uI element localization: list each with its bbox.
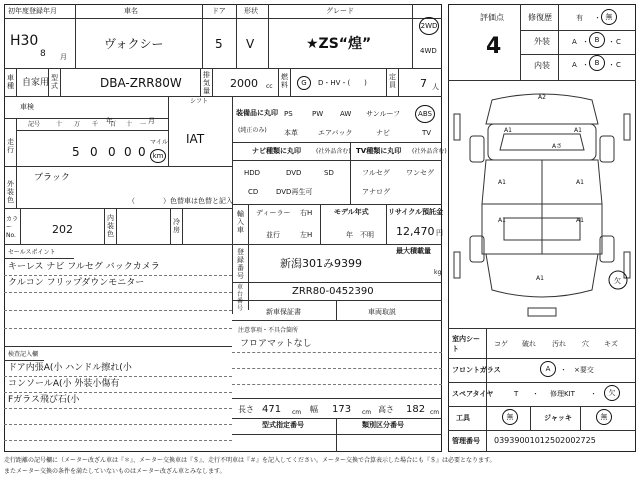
equip-airbag: エアバック bbox=[318, 129, 353, 137]
seat-label: 室内シート bbox=[452, 335, 480, 353]
exterior-sep1: ・ bbox=[582, 38, 589, 46]
tools-label: 工具 bbox=[456, 414, 470, 422]
import-label: 輸入車 bbox=[237, 210, 244, 234]
displacement-label: 排気量 bbox=[203, 71, 210, 95]
model-year-label: モデル年式 bbox=[334, 208, 369, 216]
odo-unit-1: 一 bbox=[140, 121, 147, 128]
seat-scratch: キズ bbox=[604, 340, 618, 348]
capacity-value: 7 bbox=[420, 77, 427, 90]
inspector-line2: コンソールA(小 外装小傷有 bbox=[8, 379, 120, 389]
month-unit: 月 bbox=[60, 53, 67, 61]
seat-tear: 破れ bbox=[522, 340, 536, 348]
import-left: 左H bbox=[300, 231, 313, 239]
windshield-options: ・ ×要交 bbox=[560, 366, 594, 374]
type-no-label: 型式指定番号 bbox=[262, 421, 304, 429]
damage-label-a1-2: A1 bbox=[574, 127, 582, 134]
jack-none-circle: 無 bbox=[596, 409, 612, 425]
equip-ps: PS bbox=[284, 110, 293, 118]
spare-label: スペアタイヤ bbox=[452, 390, 494, 398]
drive-2wd-circle: 2WD bbox=[419, 17, 439, 35]
interior-grade-label: 内装 bbox=[534, 61, 550, 70]
interior-sep1: ・ bbox=[582, 61, 589, 69]
color-no-value: 202 bbox=[52, 223, 73, 236]
odo-unit-10k: 万 bbox=[74, 121, 81, 128]
max-load-unit: kg bbox=[434, 269, 442, 276]
exterior-grade-b-circle: B bbox=[589, 32, 605, 48]
damage-label-a1-1: A1 bbox=[504, 127, 512, 134]
damage-label-a1-6: A1 bbox=[576, 217, 584, 224]
car-name: ヴォクシー bbox=[104, 37, 164, 51]
windshield-a-circle: A bbox=[540, 361, 556, 377]
car-name-label: 車名 bbox=[124, 7, 138, 15]
inspection-year: 年 bbox=[106, 117, 113, 125]
length-unit: cm bbox=[292, 409, 302, 416]
inspector-label: 検査記入欄 bbox=[8, 351, 39, 358]
odo-unit-100k: 十 bbox=[56, 121, 63, 128]
damage-label-a1-3: A1 bbox=[498, 179, 506, 186]
jack-label: ジャッキ bbox=[544, 414, 572, 422]
doors-label: ドア bbox=[212, 7, 226, 15]
equipment-sub: (純正のみ) bbox=[238, 127, 267, 134]
exterior-sep2: ・ bbox=[608, 38, 615, 46]
seat-burn: コゲ bbox=[494, 340, 508, 348]
score-label: 評価点 bbox=[480, 13, 504, 22]
capacity-unit: 人 bbox=[432, 83, 439, 91]
spare-sep1: ・ bbox=[532, 390, 539, 398]
fuel-label: 燃料 bbox=[281, 73, 288, 89]
model-year-value: 年 不明 bbox=[346, 231, 374, 239]
damage-label-a1-7: A1 bbox=[536, 275, 544, 282]
nav-cd: CD bbox=[248, 188, 259, 196]
length-label: 長さ bbox=[238, 405, 254, 414]
equip-tv: TV bbox=[422, 129, 432, 137]
inspector-line3: Fガラス飛び石(小 bbox=[8, 395, 80, 405]
tools-none-circle: 無 bbox=[502, 409, 518, 425]
exterior-grade-a: A bbox=[572, 38, 577, 46]
width-value: 173 bbox=[332, 404, 352, 415]
damage-label-asa: Aさ bbox=[552, 143, 563, 150]
use-value: 自家用 bbox=[22, 78, 50, 88]
equip-abs-circle: ABS bbox=[415, 105, 435, 123]
color-no-label: カラーNo. bbox=[6, 216, 19, 239]
mile-label: マイル bbox=[150, 139, 168, 146]
spare-t: T bbox=[514, 390, 519, 398]
equip-aw: AW bbox=[340, 110, 352, 118]
damage-label-a2: A2 bbox=[538, 94, 546, 101]
nav-dvd-play: DVD再生可 bbox=[276, 188, 313, 196]
fuel-options: D・HV・( ) bbox=[318, 79, 367, 87]
odo-digit-2: 0 bbox=[90, 145, 98, 159]
capacity-label: 定員 bbox=[389, 73, 396, 89]
reg-month: 8 bbox=[40, 49, 46, 59]
sales-point-line2: クルコン フリップダウンモニター bbox=[8, 278, 145, 288]
spare-sep2: ・ bbox=[590, 390, 597, 398]
color-note: （ ）色替車は色替と記入 bbox=[128, 197, 233, 205]
cc-unit: cc bbox=[266, 83, 273, 90]
grade-label: グレード bbox=[326, 7, 354, 15]
mgmt-number: 0393900101250200272​5 bbox=[494, 436, 596, 445]
inspection-month: 月 bbox=[148, 117, 155, 125]
model-label: 型式 bbox=[51, 74, 58, 90]
nav-hdd: HDD bbox=[244, 169, 261, 177]
odo-unit-10: 十 bbox=[126, 121, 133, 128]
nav-dvd: DVD bbox=[286, 169, 302, 177]
interior-grade-c: C bbox=[616, 61, 621, 69]
interior-sep2: ・ bbox=[608, 61, 615, 69]
ac-label: 冷房 bbox=[173, 218, 180, 234]
registration-plate: 新潟301み9399 bbox=[280, 257, 362, 270]
repair-sep: ・ bbox=[594, 14, 601, 22]
import-dealer: ディーラー bbox=[256, 209, 291, 217]
shape-label: 形状 bbox=[244, 7, 258, 15]
length-value: 471 bbox=[262, 404, 282, 415]
spare-missing-circle: 欠 bbox=[604, 385, 620, 401]
interior-color-label: 内装色 bbox=[107, 214, 114, 238]
reg-year-label: 初年度登録年月 bbox=[8, 7, 57, 15]
odo-digit-1: 5 bbox=[72, 145, 80, 159]
grade-value: ★ZS“煌” bbox=[306, 36, 372, 52]
inspector-line1: ドア内張A(小 ハンドル擦れ(小 bbox=[8, 363, 132, 373]
notes-label: 注意事項・不具合箇所 bbox=[238, 327, 299, 334]
odo-unit-100: 百 bbox=[110, 121, 117, 128]
odo-digit-3: 0 bbox=[108, 145, 116, 159]
exterior-grade-c: C bbox=[616, 38, 621, 46]
width-label: 幅 bbox=[310, 405, 318, 414]
chassis-label: 車台番号 bbox=[237, 284, 244, 312]
shift-label: シフト bbox=[190, 98, 209, 105]
color-label: 外装色 bbox=[7, 180, 14, 204]
tv-analog: アナログ bbox=[362, 188, 390, 196]
sales-point-label: セールスポイント bbox=[8, 249, 56, 256]
import-right: 右H bbox=[300, 209, 313, 217]
doors-value: 5 bbox=[215, 37, 223, 51]
use-label: 車種 bbox=[7, 74, 14, 90]
odo-digit-4: 0 bbox=[124, 145, 132, 159]
displacement-value: 2000 bbox=[230, 77, 258, 90]
equip-sunroof: サンルーフ bbox=[366, 110, 401, 118]
color-value: ブラック bbox=[34, 173, 70, 183]
chassis-value: ZRR80-0452390 bbox=[292, 286, 374, 297]
drive-4wd: 4WD bbox=[420, 47, 437, 55]
score-value: 4 bbox=[486, 34, 502, 59]
fuel-g-circle: G bbox=[297, 76, 311, 90]
notes-line1: フロアマットなし bbox=[240, 339, 312, 349]
registration-label: 登録番号 bbox=[237, 248, 244, 280]
height-unit: cm bbox=[430, 409, 440, 416]
repair-yes: 有 bbox=[576, 14, 583, 22]
inspection-label: 車検 bbox=[20, 103, 34, 111]
model-value: DBA-ZRR80W bbox=[100, 76, 182, 90]
width-unit: cm bbox=[362, 409, 372, 416]
damage-label-a1-5: A1 bbox=[498, 217, 506, 224]
car-damage-diagram bbox=[448, 84, 636, 324]
sales-point-line1: キーレス ナビ フルセグ バックカメラ bbox=[8, 262, 160, 272]
seat-stain: 汚れ bbox=[552, 340, 566, 348]
seat-hole: 穴 bbox=[582, 340, 589, 348]
recycle-yen: 円 bbox=[436, 229, 443, 237]
missing-item-label: 欠 bbox=[614, 277, 621, 285]
recycle-label: リサイクル預託金 bbox=[388, 208, 444, 216]
reg-era-year: H30 bbox=[10, 33, 39, 49]
height-label: 高さ bbox=[378, 405, 394, 414]
recycle-value: 12,470 bbox=[396, 225, 435, 238]
nav-sd: SD bbox=[324, 169, 334, 177]
odo-unit-code: 記号 bbox=[28, 121, 41, 128]
exterior-label: 外装 bbox=[534, 37, 550, 46]
equip-navi: ナビ bbox=[376, 129, 390, 137]
nav-sub: (社外品含む) bbox=[316, 148, 351, 155]
mgmt-label: 管理番号 bbox=[452, 437, 480, 445]
odo-unit-1k: 千 bbox=[92, 121, 99, 128]
equip-pw: PW bbox=[312, 110, 324, 118]
repair-label: 修復歴 bbox=[528, 13, 552, 22]
shape-value: V bbox=[246, 37, 255, 51]
class-no-label: 類別区分番号 bbox=[362, 421, 404, 429]
import-parallel: 並行 bbox=[266, 231, 280, 239]
spare-repair-kit: 修理KIT bbox=[550, 390, 575, 398]
damage-label-a1-4: A1 bbox=[576, 179, 584, 186]
odo-label: 走行 bbox=[7, 138, 14, 154]
windshield-label: フロントガラス bbox=[452, 366, 501, 374]
odo-digit-5: 0 bbox=[138, 145, 146, 159]
tv-fullseg: フルセグ bbox=[362, 169, 390, 177]
interior-grade-b-circle: B bbox=[589, 55, 605, 71]
footer-line2: またメーター交換の条件を満たしていないものはメーター改ざん車とみなします。 bbox=[4, 468, 226, 475]
footer-line1: 走行距離の記号欄に（メーター改ざん車は『＊』、メーター交換車は『＄』、走行不明車は『＃』を記入してください。メーター交換で合算表示した場合にも『＄』は必要となります。 bbox=[4, 457, 496, 464]
height-value: 182 bbox=[406, 404, 426, 415]
equipment-label: 装備品に丸印 bbox=[236, 109, 278, 117]
tv-sub: (社外品含む) bbox=[412, 148, 447, 155]
tv-header: TV種類に丸印 bbox=[356, 147, 402, 155]
warranty-label: 新車保証書 bbox=[266, 308, 301, 316]
tv-oneseg: ワンセグ bbox=[406, 169, 434, 177]
repair-none-circle: 無 bbox=[601, 9, 617, 25]
max-load-label: 最大積載量 bbox=[396, 247, 431, 255]
manual-label: 車両取説 bbox=[368, 308, 396, 316]
equip-leather: 本革 bbox=[284, 129, 298, 137]
interior-grade-a: A bbox=[572, 61, 577, 69]
nav-header: ナビ種類に丸印 bbox=[252, 147, 301, 155]
shift-value: IAT bbox=[186, 132, 205, 146]
km-circle: km bbox=[150, 149, 166, 163]
